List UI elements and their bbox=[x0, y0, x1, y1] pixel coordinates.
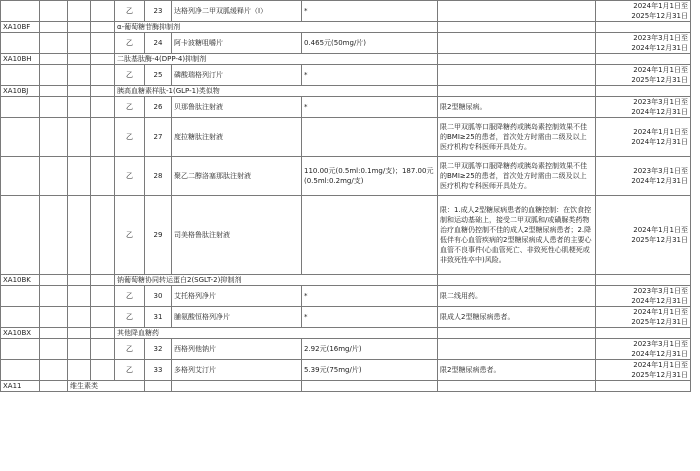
validity-start: 2024年1月1日至 bbox=[633, 361, 688, 369]
empty-cell bbox=[68, 286, 91, 307]
empty-cell bbox=[438, 22, 596, 33]
validity-start: 2023年3月1日至 bbox=[633, 167, 688, 175]
drug-price: 5.39元(75mg/片) bbox=[302, 360, 438, 381]
validity-period bbox=[596, 286, 691, 307]
empty-cell bbox=[40, 54, 68, 65]
empty-cell bbox=[68, 33, 91, 54]
empty-cell bbox=[91, 328, 115, 339]
empty-cell bbox=[91, 118, 115, 157]
class-name: 胰高血糖素样肽-1(GLP-1)类似物 bbox=[115, 86, 438, 97]
drug-remark bbox=[438, 33, 596, 54]
validity-end: 2025年12月31日 bbox=[631, 76, 688, 84]
drug-number: 27 bbox=[145, 118, 172, 157]
drug-price: 2.92元(16mg/片) bbox=[302, 339, 438, 360]
empty-cell bbox=[40, 65, 68, 86]
class-code: XA10BF bbox=[1, 22, 40, 33]
empty-cell bbox=[40, 86, 68, 97]
empty-cell bbox=[596, 328, 691, 339]
drug-remark: 限2型糖尿病。 bbox=[438, 97, 596, 118]
drug-price: * bbox=[302, 97, 438, 118]
empty-cell bbox=[68, 86, 91, 97]
empty-cell bbox=[40, 286, 68, 307]
class-row bbox=[1, 275, 691, 286]
empty-cell bbox=[1, 286, 40, 307]
validity-end: 2024年12月31日 bbox=[631, 177, 688, 185]
drug-row bbox=[1, 65, 691, 86]
empty-cell bbox=[1, 196, 40, 275]
drug-name: 脯氨酸恒格列净片 bbox=[172, 307, 302, 328]
drug-category: 乙 bbox=[115, 1, 145, 22]
class-code: XA10BH bbox=[1, 54, 40, 65]
empty-cell bbox=[596, 381, 691, 392]
empty-cell bbox=[40, 328, 68, 339]
drug-price bbox=[302, 118, 438, 157]
validity-period bbox=[596, 97, 691, 118]
drug-number: 30 bbox=[145, 286, 172, 307]
drug-remark: 限二甲双胍等口服降糖药或胰岛素控制效果不佳的BMI≥25的患者，首次处方时需由二级及以上医疗机构专科医师开具处方。 bbox=[438, 118, 596, 157]
empty-cell bbox=[68, 157, 91, 196]
empty-cell bbox=[1, 1, 40, 22]
empty-cell bbox=[68, 339, 91, 360]
drug-number: 25 bbox=[145, 65, 172, 86]
validity-end: 2025年12月31日 bbox=[631, 371, 688, 379]
validity-start: 2024年1月1日至 bbox=[633, 226, 688, 234]
drug-name: 艾托格列净片 bbox=[172, 286, 302, 307]
drug-name: 聚乙二醇洛塞那肽注射液 bbox=[172, 157, 302, 196]
empty-cell bbox=[40, 157, 68, 196]
empty-cell bbox=[1, 97, 40, 118]
drug-row bbox=[1, 1, 691, 22]
drug-number: 23 bbox=[145, 1, 172, 22]
empty-cell bbox=[1, 33, 40, 54]
empty-cell bbox=[40, 339, 68, 360]
drug-number: 31 bbox=[145, 307, 172, 328]
validity-start: 2023年3月1日至 bbox=[633, 34, 688, 42]
drug-remark: 限2型糖尿病患者。 bbox=[438, 360, 596, 381]
drug-category: 乙 bbox=[115, 118, 145, 157]
empty-cell bbox=[438, 381, 596, 392]
empty-cell bbox=[68, 97, 91, 118]
empty-cell bbox=[596, 54, 691, 65]
empty-cell bbox=[438, 328, 596, 339]
drug-number: 29 bbox=[145, 196, 172, 275]
class-name: 二肽基肽酶-4(DPP-4)抑制剂 bbox=[115, 54, 438, 65]
drug-number: 32 bbox=[145, 339, 172, 360]
class-row bbox=[1, 54, 691, 65]
empty-cell bbox=[68, 54, 91, 65]
empty-cell bbox=[91, 339, 115, 360]
validity-start: 2024年1月1日至 bbox=[633, 2, 688, 10]
empty-cell bbox=[91, 286, 115, 307]
drug-category: 乙 bbox=[115, 65, 145, 86]
empty-cell bbox=[1, 307, 40, 328]
empty-cell bbox=[1, 118, 40, 157]
drug-remark bbox=[438, 339, 596, 360]
class-row bbox=[1, 381, 691, 392]
validity-end: 2024年12月31日 bbox=[631, 44, 688, 52]
empty-cell bbox=[91, 65, 115, 86]
validity-end: 2024年12月31日 bbox=[631, 297, 688, 305]
empty-cell bbox=[91, 22, 115, 33]
empty-cell bbox=[438, 86, 596, 97]
empty-cell bbox=[91, 86, 115, 97]
empty-cell bbox=[68, 307, 91, 328]
empty-cell bbox=[40, 1, 68, 22]
class-row bbox=[1, 328, 691, 339]
drug-price: 0.465元(50mg/片) bbox=[302, 33, 438, 54]
empty-cell bbox=[438, 275, 596, 286]
drug-category: 乙 bbox=[115, 286, 145, 307]
empty-cell bbox=[596, 22, 691, 33]
validity-start: 2024年1月1日至 bbox=[633, 308, 688, 316]
drug-name: 阿卡波糖咀嚼片 bbox=[172, 33, 302, 54]
drug-row bbox=[1, 339, 691, 360]
validity-period bbox=[596, 118, 691, 157]
drug-remark: 限成人2型糖尿病患者。 bbox=[438, 307, 596, 328]
validity-period bbox=[596, 360, 691, 381]
validity-period bbox=[596, 196, 691, 275]
drug-name: 多格列艾汀片 bbox=[172, 360, 302, 381]
empty-cell bbox=[596, 86, 691, 97]
empty-cell bbox=[91, 307, 115, 328]
empty-cell bbox=[40, 196, 68, 275]
empty-cell bbox=[40, 33, 68, 54]
empty-cell bbox=[40, 22, 68, 33]
drug-row bbox=[1, 157, 691, 196]
validity-start: 2023年3月1日至 bbox=[633, 98, 688, 106]
validity-start: 2024年1月1日至 bbox=[633, 128, 688, 136]
validity-end: 2024年12月31日 bbox=[631, 108, 688, 116]
empty-cell bbox=[68, 360, 91, 381]
validity-period bbox=[596, 339, 691, 360]
drug-category: 乙 bbox=[115, 360, 145, 381]
validity-end: 2025年12月31日 bbox=[631, 12, 688, 20]
validity-start: 2023年3月1日至 bbox=[633, 287, 688, 295]
table-body bbox=[1, 1, 691, 392]
empty-cell bbox=[91, 360, 115, 381]
validity-period bbox=[596, 65, 691, 86]
drug-number: 26 bbox=[145, 97, 172, 118]
empty-cell bbox=[91, 196, 115, 275]
class-code: XA11 bbox=[1, 381, 40, 392]
class-name: 维生素类 bbox=[68, 381, 145, 392]
drug-remark bbox=[438, 65, 596, 86]
validity-period bbox=[596, 157, 691, 196]
empty-cell bbox=[68, 328, 91, 339]
empty-cell bbox=[68, 65, 91, 86]
empty-cell bbox=[91, 33, 115, 54]
drug-row bbox=[1, 196, 691, 275]
empty-cell bbox=[68, 118, 91, 157]
empty-cell bbox=[172, 381, 302, 392]
drug-remark: 限：1.成人2型糖尿病患者的血糖控制：在饮食控制和运动基础上，接受二甲双胍和/或磺脲类药物治疗血糖仍控制不佳的成人2型糖尿病患者；2.降低伴有心血管疾病的2型糖尿病成人患者的主要心血管不良事件(心血管死亡、非致死性心肌梗死或非致死性卒中)风险。 bbox=[438, 196, 596, 275]
drug-number: 33 bbox=[145, 360, 172, 381]
drug-remark: 限二甲双胍等口服降糖药或胰岛素控制效果不佳的BMI≥25的患者，首次处方时需由二级及以上医疗机构专科医师开具处方。 bbox=[438, 157, 596, 196]
empty-cell bbox=[68, 1, 91, 22]
class-name: 钠葡萄糖协同转运蛋白2(SGLT-2)抑制剂 bbox=[115, 275, 438, 286]
validity-start: 2024年1月1日至 bbox=[633, 66, 688, 74]
drug-price bbox=[302, 196, 438, 275]
drug-name: 贝那鲁肽注射液 bbox=[172, 97, 302, 118]
empty-cell bbox=[302, 381, 438, 392]
drug-remark: 限二线用药。 bbox=[438, 286, 596, 307]
empty-cell bbox=[1, 339, 40, 360]
validity-period bbox=[596, 307, 691, 328]
empty-cell bbox=[91, 275, 115, 286]
validity-end: 2024年12月31日 bbox=[631, 350, 688, 358]
drug-remark bbox=[438, 1, 596, 22]
drug-name: 司美格鲁肽注射液 bbox=[172, 196, 302, 275]
class-code: XA10BK bbox=[1, 275, 40, 286]
validity-end: 2024年12月31日 bbox=[631, 138, 688, 146]
drug-number: 24 bbox=[145, 33, 172, 54]
drug-category: 乙 bbox=[115, 97, 145, 118]
empty-cell bbox=[40, 97, 68, 118]
class-name: α-葡萄糖苷酶抑制剂 bbox=[115, 22, 438, 33]
validity-end: 2025年12月31日 bbox=[631, 236, 688, 244]
empty-cell bbox=[145, 381, 172, 392]
drug-category: 乙 bbox=[115, 307, 145, 328]
empty-cell bbox=[91, 1, 115, 22]
empty-cell bbox=[596, 275, 691, 286]
empty-cell bbox=[40, 381, 68, 392]
drug-row bbox=[1, 97, 691, 118]
empty-cell bbox=[1, 360, 40, 381]
empty-cell bbox=[1, 157, 40, 196]
drug-category: 乙 bbox=[115, 339, 145, 360]
drug-category: 乙 bbox=[115, 196, 145, 275]
empty-cell bbox=[91, 97, 115, 118]
drug-number: 28 bbox=[145, 157, 172, 196]
drug-price: * bbox=[302, 286, 438, 307]
drug-name: 达格列净二甲双胍缓释片（Ⅰ） bbox=[172, 1, 302, 22]
validity-end: 2025年12月31日 bbox=[631, 318, 688, 326]
drug-price: * bbox=[302, 65, 438, 86]
drug-price: 110.00元(0.5ml:0.1mg/支)；187.00元(0.5ml:0.2mg/支) bbox=[302, 157, 438, 196]
class-row bbox=[1, 22, 691, 33]
validity-start: 2023年3月1日至 bbox=[633, 340, 688, 348]
drug-name: 度拉糖肽注射液 bbox=[172, 118, 302, 157]
drug-price: * bbox=[302, 307, 438, 328]
empty-cell bbox=[68, 22, 91, 33]
empty-cell bbox=[40, 118, 68, 157]
drug-category: 乙 bbox=[115, 33, 145, 54]
validity-period bbox=[596, 33, 691, 54]
drug-name: 磷酸瑞格列汀片 bbox=[172, 65, 302, 86]
drug-name: 西格列他钠片 bbox=[172, 339, 302, 360]
validity-period bbox=[596, 1, 691, 22]
empty-cell bbox=[438, 54, 596, 65]
empty-cell bbox=[91, 157, 115, 196]
empty-cell bbox=[1, 65, 40, 86]
empty-cell bbox=[40, 360, 68, 381]
drug-category: 乙 bbox=[115, 157, 145, 196]
drug-row bbox=[1, 307, 691, 328]
empty-cell bbox=[68, 275, 91, 286]
class-code: XA10BX bbox=[1, 328, 40, 339]
empty-cell bbox=[68, 196, 91, 275]
drug-row bbox=[1, 33, 691, 54]
empty-cell bbox=[91, 54, 115, 65]
empty-cell bbox=[40, 275, 68, 286]
drug-row bbox=[1, 286, 691, 307]
class-row bbox=[1, 86, 691, 97]
empty-cell bbox=[40, 307, 68, 328]
drug-row bbox=[1, 360, 691, 381]
drug-price: * bbox=[302, 1, 438, 22]
class-name: 其他降血糖药 bbox=[115, 328, 438, 339]
drug-row bbox=[1, 118, 691, 157]
class-code: XA10BJ bbox=[1, 86, 40, 97]
